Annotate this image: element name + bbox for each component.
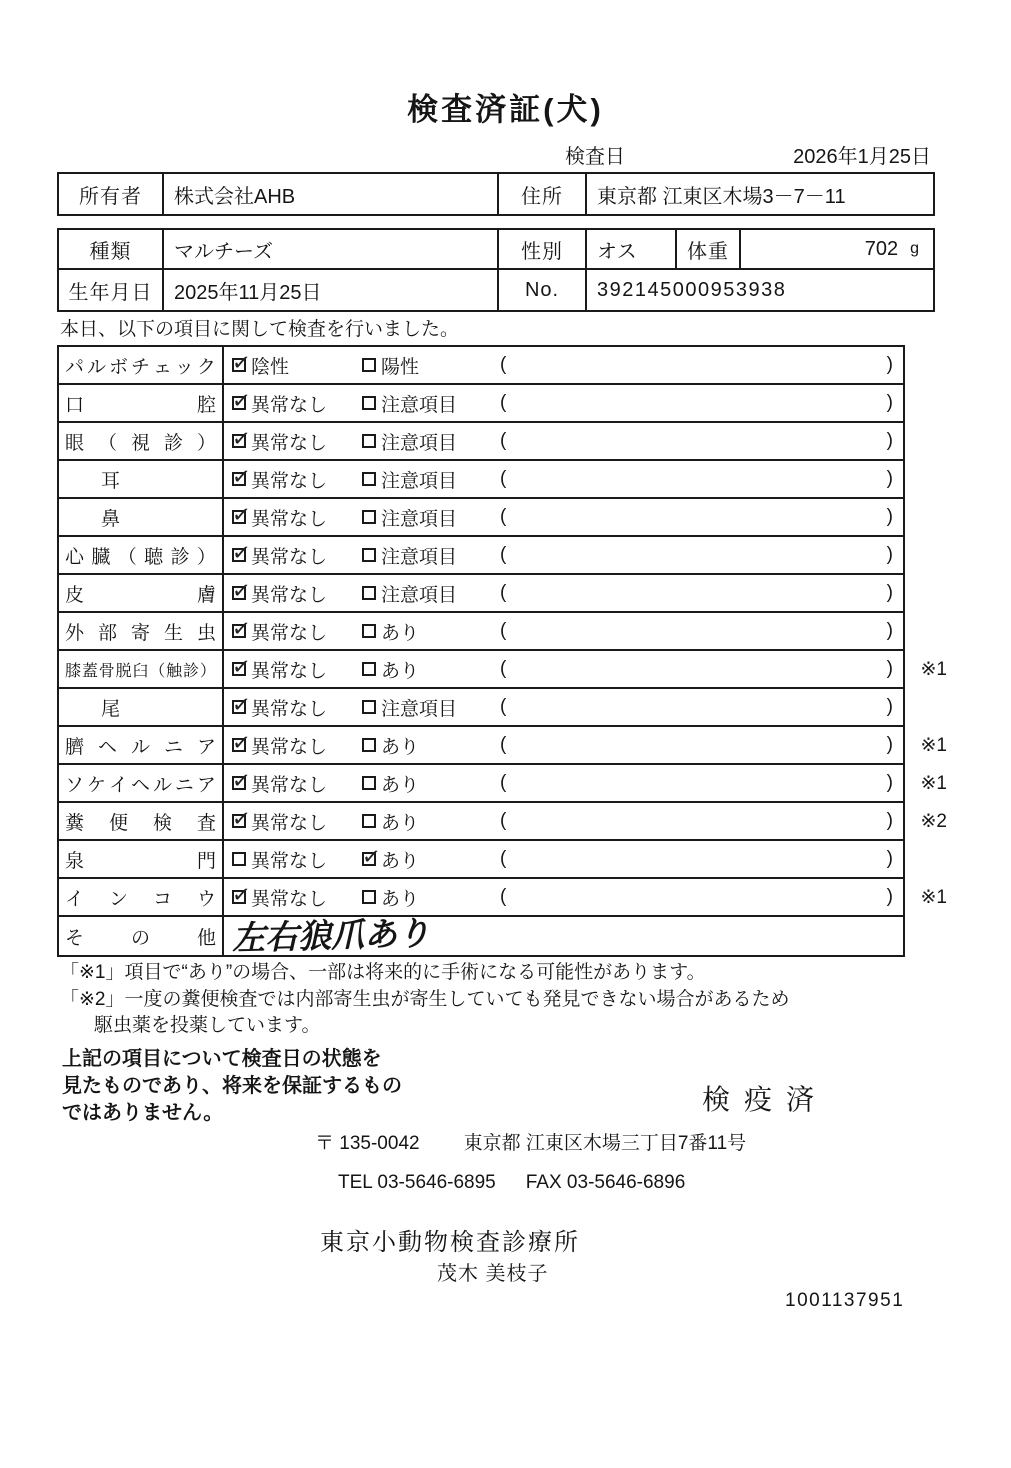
paren-open: ( bbox=[500, 544, 507, 565]
exam-option-1 bbox=[232, 542, 362, 569]
exam-option-2-label: あり bbox=[381, 622, 420, 644]
inspection-date-row bbox=[565, 140, 931, 169]
paren-open: ( bbox=[500, 810, 507, 831]
checkbox-option-1 bbox=[232, 890, 246, 904]
exam-option-1-label: 陰性 bbox=[251, 356, 290, 378]
checkbox-option-2 bbox=[362, 814, 376, 828]
exam-option-2 bbox=[362, 428, 500, 455]
paren-open: ( bbox=[500, 430, 507, 451]
paren-close: ) bbox=[886, 658, 893, 679]
exam-row-label: 口 腔 bbox=[59, 385, 224, 421]
exam-option-1 bbox=[232, 808, 362, 835]
exam-option-2 bbox=[362, 884, 500, 911]
exam-row-label: 臍 ヘ ル ニ ア bbox=[59, 727, 224, 763]
exam-option-1-label: 異常なし bbox=[251, 470, 328, 492]
exam-option-2-label: 注意項目 bbox=[381, 394, 458, 416]
exam-option-2 bbox=[362, 846, 500, 873]
exam-option-2-label: 注意項目 bbox=[381, 508, 458, 530]
exam-table bbox=[57, 345, 947, 958]
checkbox-option-1 bbox=[232, 700, 246, 714]
exam-option-2-label: 注意項目 bbox=[381, 432, 458, 454]
paren-close: ) bbox=[886, 354, 893, 375]
paren-open: ( bbox=[500, 696, 507, 717]
exam-remarks-field bbox=[500, 392, 903, 414]
checkbox-option-1 bbox=[232, 472, 246, 486]
birthdate-label: 生年月日 bbox=[68, 281, 153, 304]
exam-row-content bbox=[224, 689, 903, 725]
exam-row bbox=[59, 651, 947, 689]
quarantine-stamp: 検疫済 bbox=[702, 1084, 829, 1115]
exam-row-label: 鼻 bbox=[59, 499, 224, 535]
exam-remarks-field bbox=[500, 658, 903, 680]
exam-row-label: 膝 蓋 骨 脱 臼 （ 触 診 ） bbox=[59, 651, 224, 687]
exam-row-label: イ ン コ ウ bbox=[59, 879, 224, 915]
exam-remarks-field bbox=[500, 544, 903, 566]
checkbox-option-2 bbox=[362, 852, 376, 866]
exam-option-1-label: 異常なし bbox=[251, 774, 328, 796]
paren-open: ( bbox=[500, 772, 507, 793]
paren-open: ( bbox=[500, 392, 507, 413]
paren-close: ) bbox=[886, 392, 893, 413]
exam-option-1 bbox=[232, 466, 362, 493]
exam-option-1-label: 異常なし bbox=[251, 660, 328, 682]
exam-option-2 bbox=[362, 466, 500, 493]
exam-option-1-label: 異常なし bbox=[251, 698, 328, 720]
exam-row-content bbox=[224, 727, 903, 763]
exam-row bbox=[59, 689, 903, 727]
owner-row bbox=[59, 174, 933, 214]
exam-row-content bbox=[224, 385, 903, 421]
checkbox-option-2 bbox=[362, 738, 376, 752]
paren-open: ( bbox=[500, 886, 507, 907]
exam-option-1 bbox=[232, 846, 362, 873]
checkbox-option-2 bbox=[362, 510, 376, 524]
exam-row-content bbox=[224, 499, 903, 535]
exam-row-label: ソ ケ イ ヘ ル ニ ア bbox=[59, 765, 224, 801]
exam-row-content bbox=[224, 841, 903, 877]
clinic-fax: FAX 03-5646-6896 bbox=[525, 1172, 686, 1193]
exam-row-content bbox=[224, 765, 903, 801]
exam-row-label: 眼 （ 視 診 ） bbox=[59, 423, 224, 459]
exam-option-2 bbox=[362, 732, 500, 759]
exam-remarks-field bbox=[500, 810, 903, 832]
serial-number: 1001137951 bbox=[785, 1290, 905, 1311]
exam-option-2-label: あり bbox=[381, 812, 420, 834]
intro-text: 本日、以下の項目に関して検査を行いました。 bbox=[60, 319, 460, 340]
exam-row-content bbox=[224, 803, 903, 839]
exam-option-1 bbox=[232, 352, 362, 379]
exam-row-note-mark: ※1 bbox=[920, 887, 947, 908]
checkbox-option-2 bbox=[362, 700, 376, 714]
exam-row-note-mark: ※1 bbox=[920, 735, 947, 756]
pet-info-row-1 bbox=[59, 230, 933, 270]
exam-row-label: 糞 便 検 査 bbox=[59, 803, 224, 839]
exam-option-1-label: 異常なし bbox=[251, 508, 328, 530]
exam-row-content bbox=[224, 461, 903, 497]
exam-remarks-field bbox=[500, 430, 903, 452]
exam-remarks-field bbox=[500, 582, 903, 604]
paren-open: ( bbox=[500, 620, 507, 641]
exam-remarks-field bbox=[500, 620, 903, 642]
exam-row bbox=[59, 385, 903, 423]
checkbox-option-2 bbox=[362, 662, 376, 676]
pet-info-row-2 bbox=[59, 270, 933, 310]
exam-row bbox=[59, 613, 903, 651]
footnote-2: 「※2」一度の糞便検査では内部寄生虫が寄生していても発見できない場合があるため bbox=[60, 988, 790, 1010]
checkbox-option-1 bbox=[232, 814, 246, 828]
exam-row-label: 耳 bbox=[59, 461, 224, 497]
checkbox-option-2 bbox=[362, 434, 376, 448]
exam-option-1-label: 異常なし bbox=[251, 812, 328, 834]
checkbox-option-1 bbox=[232, 586, 246, 600]
exam-option-2 bbox=[362, 542, 500, 569]
exam-option-1 bbox=[232, 884, 362, 911]
paren-close: ) bbox=[886, 620, 893, 641]
exam-row-content bbox=[224, 537, 903, 573]
checkbox-option-1 bbox=[232, 738, 246, 752]
checkbox-option-1 bbox=[232, 510, 246, 524]
footnotes bbox=[60, 960, 790, 1040]
clinic-name: 東京小動物検査診療所 bbox=[320, 1229, 580, 1256]
breed-value: マルチーズ bbox=[162, 230, 497, 268]
exam-option-1-label: 異常なし bbox=[251, 394, 328, 416]
checkbox-option-2 bbox=[362, 776, 376, 790]
exam-row bbox=[59, 727, 947, 765]
exam-option-2 bbox=[362, 694, 500, 721]
exam-option-2 bbox=[362, 618, 500, 645]
exam-row bbox=[59, 912, 903, 958]
certificate-no-label: No. bbox=[497, 270, 585, 310]
exam-row bbox=[59, 499, 903, 537]
exam-row-content bbox=[224, 613, 903, 649]
checkbox-option-2 bbox=[362, 548, 376, 562]
exam-row bbox=[59, 423, 903, 461]
exam-option-1-label: 異常なし bbox=[251, 546, 328, 568]
clinic-postal-code: 〒 135-0042 bbox=[315, 1133, 420, 1154]
weight-cell bbox=[739, 230, 933, 268]
exam-option-1 bbox=[232, 580, 362, 607]
exam-option-1-label: 異常なし bbox=[251, 584, 328, 606]
breed-label: 種類 bbox=[89, 240, 132, 263]
weight-label: 体重 bbox=[675, 230, 739, 268]
exam-row bbox=[59, 765, 947, 803]
exam-option-2-label: あり bbox=[381, 736, 420, 758]
exam-remarks-field bbox=[500, 354, 903, 376]
checkbox-option-2 bbox=[362, 890, 376, 904]
paren-open: ( bbox=[500, 848, 507, 869]
disclaimer-line-3: ではありません。 bbox=[62, 1102, 224, 1124]
paren-close: ) bbox=[886, 772, 893, 793]
certificate-no-value: 392145000953938 bbox=[585, 270, 933, 310]
checkbox-option-2 bbox=[362, 472, 376, 486]
disclaimer-line-1: 上記の項目について検査日の状態を bbox=[62, 1048, 382, 1070]
paren-close: ) bbox=[886, 696, 893, 717]
exam-remarks-field bbox=[500, 696, 903, 718]
address-label: 住所 bbox=[497, 174, 585, 214]
exam-option-2-label: あり bbox=[381, 774, 420, 796]
checkbox-option-2 bbox=[362, 586, 376, 600]
exam-row bbox=[59, 841, 903, 879]
checkbox-option-1 bbox=[232, 776, 246, 790]
disclaimer-line-2: 見たものであり、将来を保証するもの bbox=[62, 1075, 402, 1097]
exam-row-content bbox=[224, 912, 903, 958]
exam-option-2-label: あり bbox=[381, 850, 420, 872]
paren-close: ) bbox=[886, 582, 893, 603]
clinic-tel: TEL 03-5646-6895 bbox=[338, 1172, 496, 1193]
paren-close: ) bbox=[886, 734, 893, 755]
paren-open: ( bbox=[500, 582, 507, 603]
paren-close: ) bbox=[886, 848, 893, 869]
exam-row bbox=[59, 575, 903, 613]
exam-option-2-label: あり bbox=[381, 660, 420, 682]
exam-remarks-field bbox=[500, 772, 903, 794]
inspection-date-label: 検査日 bbox=[565, 146, 625, 168]
paren-close: ) bbox=[886, 544, 893, 565]
exam-row-content bbox=[224, 575, 903, 611]
exam-option-1 bbox=[232, 694, 362, 721]
exam-row-note-mark: ※1 bbox=[920, 659, 947, 680]
exam-row-content bbox=[224, 423, 903, 459]
exam-row-label: 尾 bbox=[59, 689, 224, 725]
weight-value: 702 bbox=[864, 237, 899, 260]
exam-row-label: そ の 他 bbox=[59, 917, 224, 955]
exam-option-2 bbox=[362, 504, 500, 531]
exam-option-2 bbox=[362, 580, 500, 607]
exam-option-1 bbox=[232, 428, 362, 455]
exam-row bbox=[59, 803, 947, 841]
exam-remarks-field bbox=[500, 468, 903, 490]
inspection-date-value: 2026年1月25日 bbox=[793, 146, 931, 168]
footnote-2-continued: 駆虫薬を投薬しています。 bbox=[94, 1015, 321, 1037]
exam-option-1 bbox=[232, 770, 362, 797]
exam-option-2-label: あり bbox=[381, 888, 420, 910]
address-value: 東京都 江東区木場3－7－11 bbox=[585, 174, 933, 214]
exam-option-1 bbox=[232, 390, 362, 417]
exam-option-1 bbox=[232, 656, 362, 683]
exam-option-1 bbox=[232, 618, 362, 645]
paren-open: ( bbox=[500, 468, 507, 489]
exam-row-note-mark: ※1 bbox=[920, 773, 947, 794]
exam-option-1-label: 異常なし bbox=[251, 888, 328, 910]
exam-row-label: 皮 膚 bbox=[59, 575, 224, 611]
exam-option-2-label: 注意項目 bbox=[381, 698, 458, 720]
weight-unit: g bbox=[910, 240, 919, 257]
exam-row-label: 外 部 寄 生 虫 bbox=[59, 613, 224, 649]
exam-remarks-field bbox=[500, 886, 903, 908]
paren-close: ) bbox=[886, 886, 893, 907]
exam-row bbox=[59, 461, 903, 499]
exam-option-2-label: 陽性 bbox=[381, 356, 420, 378]
owner-label: 所有者 bbox=[79, 185, 142, 208]
exam-option-1-label: 異常なし bbox=[251, 850, 328, 872]
checkbox-option-1 bbox=[232, 396, 246, 410]
sex-label: 性別 bbox=[497, 230, 585, 268]
exam-remarks-field bbox=[500, 506, 903, 528]
checkbox-option-2 bbox=[362, 396, 376, 410]
clinic-address-line bbox=[315, 1128, 746, 1155]
checkbox-option-2 bbox=[362, 358, 376, 372]
checkbox-option-1 bbox=[232, 852, 246, 866]
exam-option-2-label: 注意項目 bbox=[381, 470, 458, 492]
exam-option-1 bbox=[232, 504, 362, 531]
owner-table bbox=[57, 172, 935, 216]
clinic-person-name: 茂木 美枝子 bbox=[437, 1263, 549, 1285]
exam-row-content bbox=[224, 651, 903, 687]
exam-option-2 bbox=[362, 656, 500, 683]
exam-row bbox=[59, 347, 903, 385]
checkbox-option-1 bbox=[232, 662, 246, 676]
exam-option-1-label: 異常なし bbox=[251, 622, 328, 644]
birthdate-value: 2025年11月25日 bbox=[162, 270, 497, 310]
owner-value: 株式会社AHB bbox=[162, 174, 497, 214]
exam-option-2-label: 注意項目 bbox=[381, 546, 458, 568]
checkbox-option-1 bbox=[232, 434, 246, 448]
exam-row-label: 心 臓 （ 聴 診 ） bbox=[59, 537, 224, 573]
exam-option-2 bbox=[362, 390, 500, 417]
paren-close: ) bbox=[886, 468, 893, 489]
page-title: 検査済証(犬) bbox=[407, 92, 604, 127]
exam-remarks-field bbox=[500, 848, 903, 870]
exam-option-2 bbox=[362, 352, 500, 379]
paren-open: ( bbox=[500, 658, 507, 679]
checkbox-option-2 bbox=[362, 624, 376, 638]
paren-close: ) bbox=[886, 810, 893, 831]
paren-open: ( bbox=[500, 354, 507, 375]
checkbox-option-1 bbox=[232, 548, 246, 562]
checkbox-option-1 bbox=[232, 624, 246, 638]
exam-option-1 bbox=[232, 732, 362, 759]
exam-option-1-label: 異常なし bbox=[251, 736, 328, 758]
exam-row-note-mark: ※2 bbox=[920, 811, 947, 832]
exam-remarks-field bbox=[500, 734, 903, 756]
clinic-tel-line bbox=[338, 1172, 685, 1194]
exam-option-2 bbox=[362, 808, 500, 835]
footnote-1: 「※1」項目で“あり”の場合、一部は将来的に手術になる可能性があります。 bbox=[60, 962, 706, 983]
exam-option-1-label: 異常なし bbox=[251, 432, 328, 454]
paren-close: ) bbox=[886, 430, 893, 451]
disclaimer-text bbox=[62, 1046, 402, 1127]
exam-row-content bbox=[224, 347, 903, 383]
clinic-address: 東京都 江東区木場三丁目7番11号 bbox=[463, 1133, 747, 1154]
exam-row-handwritten: 左右狼爪あり bbox=[231, 912, 431, 958]
paren-open: ( bbox=[500, 734, 507, 755]
sex-value: オス bbox=[585, 230, 675, 268]
exam-option-2-label: 注意項目 bbox=[381, 584, 458, 606]
exam-option-2 bbox=[362, 770, 500, 797]
paren-open: ( bbox=[500, 506, 507, 527]
exam-row bbox=[59, 537, 903, 575]
checkbox-option-1 bbox=[232, 358, 246, 372]
exam-row bbox=[59, 879, 947, 917]
paren-close: ) bbox=[886, 506, 893, 527]
pet-info-table bbox=[57, 228, 935, 312]
exam-row-label: 泉 門 bbox=[59, 841, 224, 877]
exam-row-label: パ ル ボ チ ェ ッ ク bbox=[59, 347, 224, 383]
